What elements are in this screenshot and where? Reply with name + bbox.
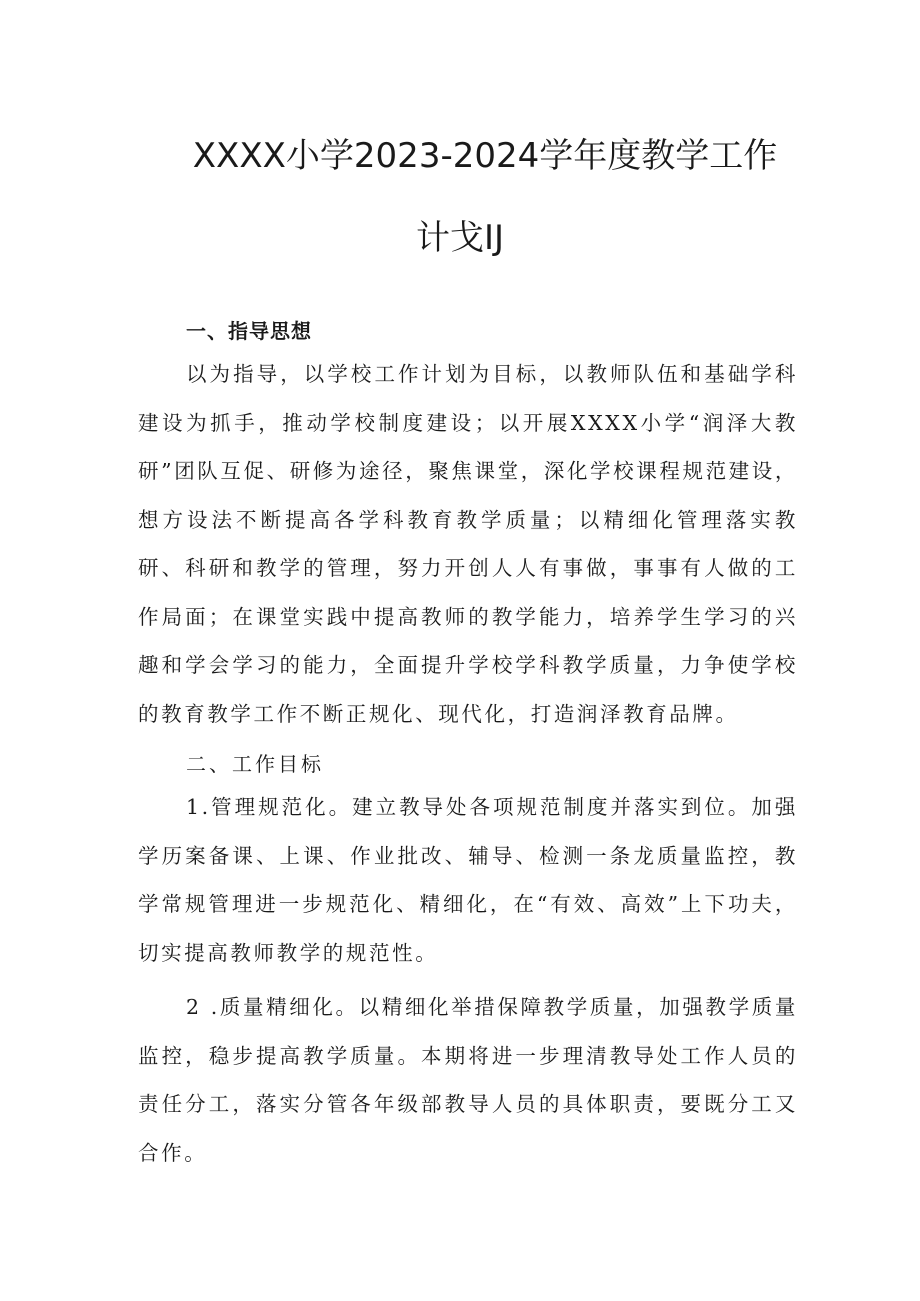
goal-item-quality: 2 .质量精细化。以精细化举措保障教学质量，加强教学质量监控，稳步提高教学质量。本期将进一步理清教导处工作人员的责任分工，落实分管各年级部教导人员的具体职责，要既分工又合作。: [138, 995, 798, 1165]
section-heading-guiding-ideology: 一、指导思想: [186, 319, 312, 343]
section-heading-work-goals: 二、工作目标: [186, 752, 324, 776]
document-title-line2: 计戈IJ: [415, 218, 505, 258]
document-title-line1: XXXX小学2023-2024学年度教学工作: [192, 136, 778, 176]
section-body-guiding-ideology: 以为指导，以学校工作计划为目标，以教师队伍和基础学科建设为抓手，推动学校制度建设；以开展XXXX小学“润泽大教研”团队互促、研修为途径，聚焦课堂，深化学校课程规范建设，想方设法不断提高各学科教育教学质量；以精细化管理落实教研、科研和教学的管理，努力开创人人有事做，事事有人做的工作局面；在课堂实践中提高教师的教学能力，培养学生学习的兴趣和学会学习的能力，全面提升学校学科教学质量，力争使学校的教育教学工作不断正规化、现代化，打造润泽教育品牌。: [138, 362, 798, 726]
goal-item-management: 1.管理规范化。建立教导处各项规范制度并落实到位。加强学历案备课、上课、作业批改、辅导、检测一条龙质量监控，教学常规管理进一步规范化、精细化，在“有效、高效”上下功夫，切实提高教师教学的规范性。: [138, 795, 798, 965]
